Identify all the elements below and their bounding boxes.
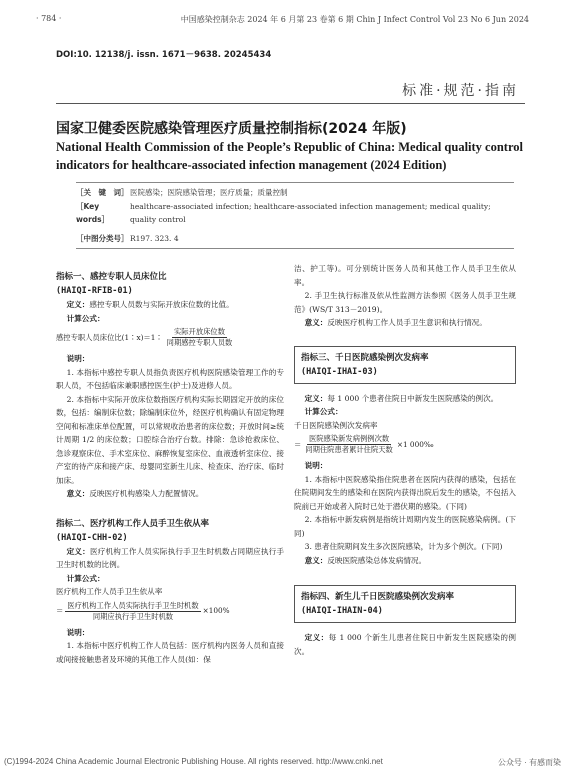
section-2-note-2: 2. 手卫生执行标准及依从性监测方法参照《医务人员手卫生规范》(WS/T 313－2019)。 <box>294 291 516 314</box>
keywords-en <box>76 200 516 226</box>
section-3-note-label: 说明： <box>304 461 328 470</box>
section-3-significance: 意义：反映医院感染总体发病情况。 <box>304 555 427 565</box>
watermark: 公众号 · 有感而染 <box>497 758 561 767</box>
section-3-formula: ＝ $\frac{\text{医院感染新发病例例次数}}{\text{同期住院患者累计住院天数}}$ ×1 000‰ <box>294 434 434 454</box>
section-1-formula: 感控专职人员床位比(1∶x)＝1∶ $\frac{\text{实际开放床位数}}{\text{同期感控专职人员数}}$ <box>56 327 233 347</box>
section-1-calc-label: 计算公式： <box>66 313 105 323</box>
section-3-definition: 定义：每 1 000 个患者住院日中新发生医院感染的例次。 <box>304 393 499 403</box>
keywords-en-value: healthcare-associated infection; healthcare-associated infection management; medical quality; quality control <box>130 202 491 224</box>
section-2-fraction: $\frac{\text{医疗机构工作人员实际执行手卫生时机数}}{\text{同期应执行手卫生时机数}}$ <box>67 600 199 621</box>
doi: DOI:10. 12138/j. issn. 1671－9638. 20245434 <box>56 50 272 60</box>
section-4-heading-box <box>294 585 516 623</box>
page-number: · 784 · <box>36 14 62 23</box>
section-4-code: (HAIQI-IHAIN-04) <box>301 606 383 616</box>
section-3-code: (HAIQI-IHAI-03) <box>301 366 378 377</box>
keywords <box>76 186 516 199</box>
section-2-note-1: 1. 本指标中医疗机构工作人员包括：医疗机构内医务人员和直接或间接接触患者及环境的其他工作人员(如：保 <box>56 641 284 664</box>
section-2-calc-label: 计算公式： <box>66 573 105 583</box>
section-1-note-1: 1. 本指标中感控专职人员指负责医疗机构医院感染管理工作的专职人员，不包括临床兼职感控医生(护士)及进修人员。 <box>56 367 284 390</box>
section-2-note-label: 说明： <box>66 627 90 637</box>
copyright-line: (C)1994-2024 China Academic Journal Electronic Publishing House. All rights reserved. http://www.cnki.net <box>4 757 383 766</box>
keywords-label: ［关 键 词］ <box>76 188 129 197</box>
section-2-title: 指标二、医疗机构工作人员手卫生依从率 <box>56 518 210 529</box>
section-3-heading-box <box>294 346 516 384</box>
section-3-note-2: 2. 本指标中新发病例是指统计周期内发生的医院感染病例。(下同) <box>294 515 516 538</box>
running-header <box>36 14 529 25</box>
section-2-formula: ＝ $\frac{\text{医疗机构工作人员实际执行手卫生时机数}}{\text{同期应执行手卫生时机数}}$ ×100% <box>56 600 230 621</box>
meta-top-rule <box>76 182 514 183</box>
section-3-formula-title: 千日医院感染例次发病率 <box>294 420 378 430</box>
column-tag: 标准·规范·指南 <box>402 83 519 99</box>
section-3-note-3: 3. 患者住院期间发生多次医院感染，计为多个例次。(下同) <box>304 542 503 551</box>
section-3-title: 指标三、千日医院感染例次发病率 <box>301 352 429 363</box>
section-4-definition: 定义：每 1 000 个新生儿患者住院日中新发生医院感染的例次。 <box>294 633 516 656</box>
keywords-en-label: ［Key words］ <box>76 202 110 224</box>
section-2 <box>56 517 284 667</box>
section-2-code: (HAIQI-CHH-02) <box>56 532 128 543</box>
section-1-note-label: 说明： <box>66 354 90 363</box>
section-1-definition: 定义：感控专职人员数与实际开放床位数的比值。 <box>66 300 234 309</box>
meta-bottom-rule <box>76 248 514 249</box>
column-divider <box>56 103 525 104</box>
section-4-title: 指标四、新生儿千日医院感染例次发病率 <box>301 592 455 602</box>
section-1 <box>56 270 284 501</box>
section-2-note-1-continued: 洁、护工等)。可分别统计医务人员和其他工作人员手卫生依从率。 <box>294 264 516 287</box>
section-2-definition: 定义：医疗机构工作人员实际执行手卫生时机数占同期应执行手卫生时机数的比例。 <box>56 546 285 569</box>
right-column <box>294 262 516 658</box>
section-1-fraction: $\frac{\text{实际开放床位数}}{\text{同期感控专职人员数}}$ <box>166 327 233 347</box>
section-1-significance: 意义：反映医疗机构感染人力配置情况。 <box>66 489 204 498</box>
keywords-value: 医院感染；医院感染管理；医疗质量；质量控制 <box>130 188 288 197</box>
clc-value: R197. 323. 4 <box>130 234 179 243</box>
section-3-fraction: $\frac{\text{医院感染新发病例例次数}}{\text{同期住院患者累计住院天数}}$ <box>305 434 393 454</box>
section-1-code: (HAIQI-RFIB-01) <box>56 286 133 296</box>
section-1-title: 指标一、感控专职人员床位比 <box>56 272 167 282</box>
clc <box>76 232 516 245</box>
title-chinese: 国家卫健委医院感染管理医疗质量控制指标(2024 年版) <box>56 121 407 137</box>
section-2-formula-title: 医疗机构工作人员手卫生依从率 <box>56 587 163 596</box>
journal-running-title: 中国感染控制杂志 2024 年 6 月第 23 卷第 6 期 Chin J Infect Control Vol 23 No 6 Jun 2024 <box>180 15 529 24</box>
page-footer <box>4 757 561 768</box>
section-3-note-1: 1. 本指标中医院感染指住院患者在医院内获得的感染，包括在住院期间发生的感染和在医院内获得出院后发生的感染，不包括入院前已开始或者入院时已处于潜伏期的感染。(下同) <box>294 474 516 511</box>
clc-label: ［中图分类号］ <box>76 234 129 243</box>
section-2-significance: 意义：反映医疗机构工作人员手卫生意识和执行情况。 <box>304 318 487 327</box>
section-3-calc-label: 计算公式： <box>304 407 343 416</box>
section-1-note-2: 2. 本指标中实际开放床位数指医疗机构实际长期固定开放的床位数，包括：编制床位数；除编制床位外，经医疗机构确认有固定物理空间和标准床单位配置，可以常规收治患者的床位数；开放时间≥统计周期 1/2 的床位数；口腔综合治疗台数。排除：急诊抢救床位、急诊观察床位、手术室床位、麻醉恢复室床位、血液透析室床位、接产室的待产床和接产床、母婴同室新生儿床、检查床、治疗床、临时加床。 <box>56 394 284 485</box>
title-english: National Health Commission of the People’s Republic of China: Medical quality control indicators for healthcare-associated infection management (2024 Edition) <box>56 140 524 172</box>
left-column <box>56 270 284 666</box>
